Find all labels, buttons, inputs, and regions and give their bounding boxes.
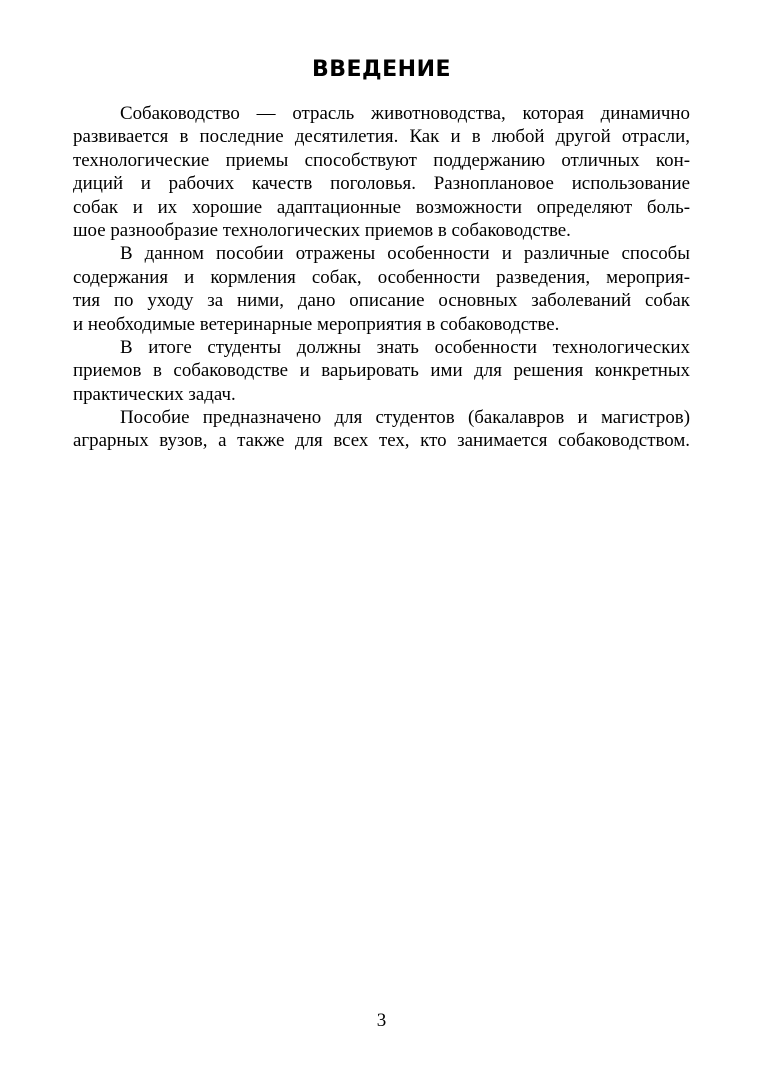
text-line: приемов в собаководстве и варьировать ими для решения конкретных	[73, 360, 690, 382]
text-line: собак и их хорошие адаптационные возможности определяют боль-	[73, 196, 690, 218]
paragraph	[73, 102, 690, 242]
body-text	[73, 102, 690, 453]
text-line: В данном пособии отражены особенности и различные способы	[120, 243, 690, 265]
text-line: содержания и кормления собак, особенности разведения, мероприя-	[73, 266, 690, 288]
text-line: практических задач.	[73, 383, 236, 405]
text-line: развивается в последние десятилетия. Как и в любой другой отрасли,	[73, 126, 690, 148]
text-line: и необходимые ветеринарные мероприятия в собаководстве.	[73, 313, 560, 335]
text-line: аграрных вузов, а также для всех тех, кто занимается собаководством.	[73, 430, 690, 452]
page-title: ВВЕДЕНИЕ	[311, 57, 452, 82]
text-line: технологические приемы способствуют поддержанию отличных кон-	[73, 149, 690, 171]
paragraph	[73, 336, 690, 406]
text-line: шое разнообразие технологических приемов в собаководстве.	[73, 219, 571, 241]
text-line: тия по уходу за ними, дано описание основных заболеваний собак	[73, 290, 690, 312]
text-line: Пособие предназначено для студентов (бакалавров и магистров)	[120, 407, 690, 429]
paragraph	[73, 242, 690, 336]
text-line: диций и рабочих качеств поголовья. Разноплановое использование	[73, 173, 690, 195]
page-number: 3	[376, 1010, 387, 1031]
paragraph	[73, 406, 690, 453]
text-line: Собаководство — отрасль животноводства, которая динамично	[120, 103, 690, 124]
text-line: В итоге студенты должны знать особенности технологических	[120, 336, 690, 358]
